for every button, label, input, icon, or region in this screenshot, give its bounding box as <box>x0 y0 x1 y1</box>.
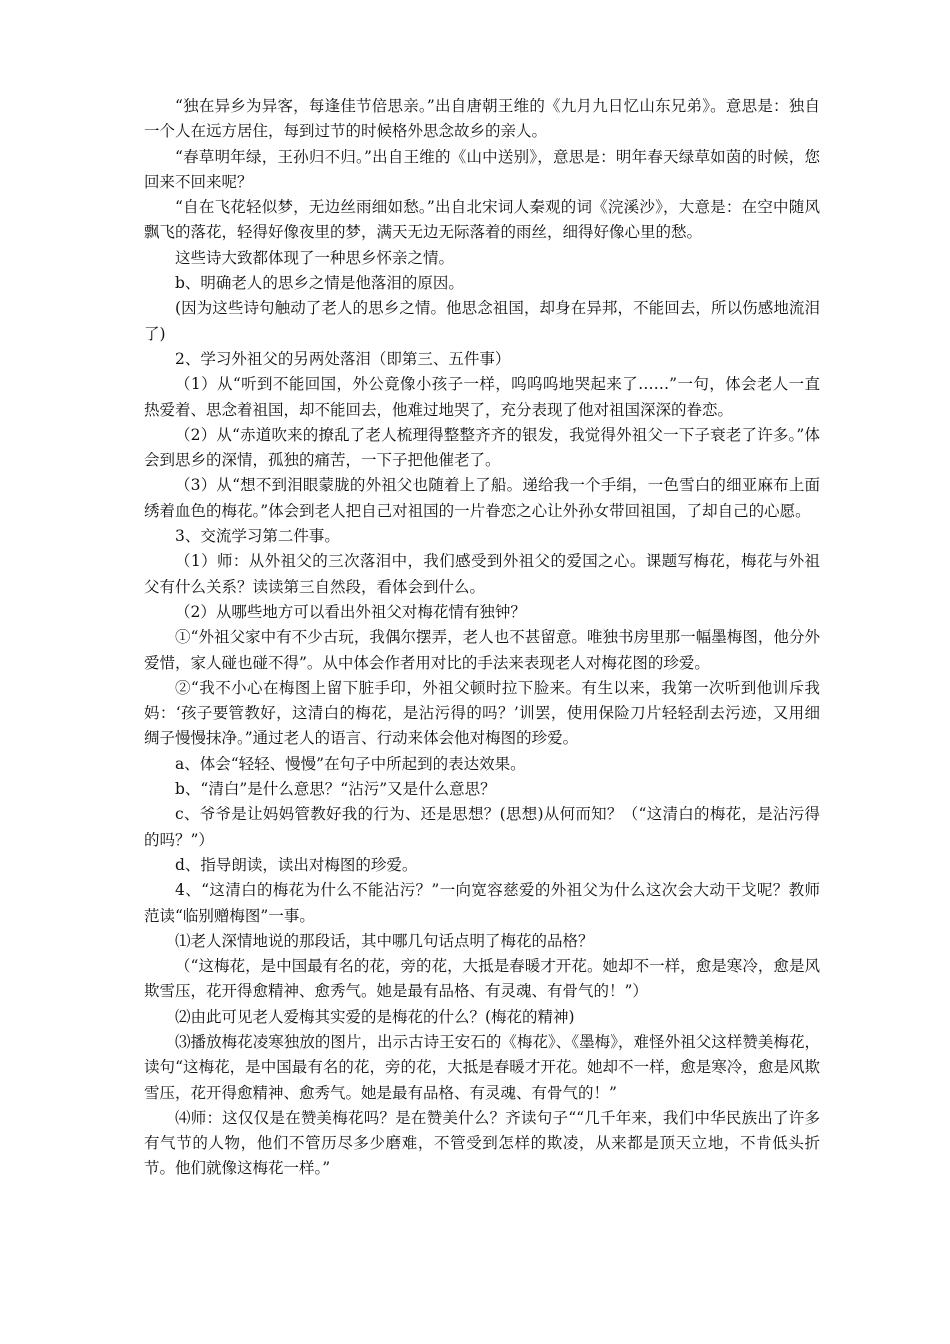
paragraph-circled-2: ②“我不小心在梅图上留下脏手印，外祖父顿时拉下脸来。有生以来，我第一次听到他训斥我妈：‘孩子要管教好，这清白的梅花，是沾污得的吗？’训罢，使用保险刀片轻轻刮去污迹，又用细绸子慢慢抹净。”通过老人的语言、行动来体会他对梅图的珍爱。 <box>144 678 820 748</box>
paragraph-poem-2: “春草明年绿，王孙归不归。”出自王维的《山中送别》，意思是：明年春天绿草如茵的时候，您回来不回来呢？ <box>144 147 820 191</box>
paragraph-question: （2）从哪些地方可以看出外祖父对梅花情有独钟？ <box>175 602 526 621</box>
paragraph-quote-1: （“这梅花，是中国最有名的花，旁的花，大抵是春暖才开花。她却不一样，愈是寒冷，愈是风欺雪压，花开得愈精神、愈秀气。她是最有品格、有灵魂、有骨气的！”） <box>144 957 820 1001</box>
paragraph-point-b2: b、“清白”是什么意思？“沾污”又是什么意思？ <box>175 780 496 799</box>
paragraph-circled-1: ①“外祖父家中有不少古玩，我偶尔摆弄，老人也不甚留意。唯独书房里那一幅墨梅图，他分外爱惜，家人碰也碰不得”。从中体会作者用对比的手法来表现老人对梅花图的珍爱。 <box>144 628 820 672</box>
paragraph-point-b: b、明确老人的思乡之情是他落泪的原因。 <box>175 274 464 293</box>
paragraph-sub-4: ⑷师：这仅仅是在赞美梅花吗？是在赞美什么？齐读句子““几千年来，我们中华民族出了许多有气节的人物，他们不管历尽多少磨难，不管受到怎样的欺凌，从来都是顶天立地，不肯低头折节。他们就像这梅花一样。” <box>144 1108 820 1178</box>
paragraph-summary: 这些诗大致都体现了一种思乡怀亲之情。 <box>175 248 455 267</box>
paragraph-point-c: c、爷爷是让妈妈管教好我的行为、还是思想？(思想)从何而知？（“这清白的梅花，是沾污得的吗？”） <box>144 805 820 849</box>
paragraph-sub-2: ⑵由此可见老人爱梅其实爱的是梅花的什么？(梅花的精神) <box>175 1007 575 1026</box>
paragraph-sub-1: ⑴老人深情地说的那段话，其中哪几句话点明了梅花的品格？ <box>175 931 594 950</box>
section-heading-2: 2、学习外祖父的另两处落泪（即第三、五件事） <box>175 349 511 368</box>
section-heading-4: 4、“这清白的梅花为什么不能沾污？”一向宽容慈爱的外祖父为什么这次会大动干戈呢？教师范读“临别赠梅图”一事。 <box>144 881 820 925</box>
paragraph-sub-3: ⑶播放梅花凌寒独放的图片，出示古诗王安石的《梅花》、《墨梅》，难怪外祖父这样赞美梅花，读句“这梅花，是中国最有名的花，旁的花，大抵是春暖才开花。她却不一样，愈是寒冷，愈是风欺雪压，花开得愈精神、愈秀气。她是最有品格、有灵魂、有骨气的！” <box>144 1032 820 1102</box>
paragraph-explanation: (因为这些诗句触动了老人的思乡之情。他思念祖国，却身在异邦，不能回去，所以伤感地流泪了) <box>144 299 820 343</box>
paragraph-point-d: d、指导朗读，读出对梅图的珍爱。 <box>175 855 418 874</box>
paragraph-item-2: （2）从“赤道吹来的撩乱了老人梳理得整整齐齐的银发，我觉得外祖父一下子衰老了许多。”体会到思乡的深情，孤独的痛苦，一下子把他催老了。 <box>144 425 820 470</box>
paragraph-item-1: （1）从“听到不能回国，外公竟像小孩子一样，呜呜呜地哭起来了……”一句，体会老人一直热爱着、思念着祖国，却不能回去，他难过地哭了，充分表现了他对祖国深深的眷恋。 <box>144 375 820 419</box>
paragraph-item-3: （3）从“想不到泪眼蒙胧的外祖父也随着上了船。递给我一个手绢，一色雪白的细亚麻布上面绣着血色的梅花。”体会到老人把自己对祖国的一片眷恋之心让外孙女带回祖国，了却自己的心愿。 <box>144 476 820 520</box>
section-heading-3: 3、交流学习第二件事。 <box>175 527 340 546</box>
paragraph-teacher-intro: （1）师：从外祖父的三次落泪中，我们感受到外祖父的爱国之心。课题写梅花，梅花与外祖父有什么关系？读读第三自然段，看体会到什么。 <box>144 552 820 596</box>
paragraph-poem-1: “独在异乡为异客，每逢佳节倍思亲。”出自唐朝王维的《九月九日忆山东兄弟》。意思是：独自一个人在远方居住，每到过节的时候格外思念故乡的亲人。 <box>144 97 820 141</box>
paragraph-point-a: a、体会“轻轻、慢慢”在句子中所起到的表达效果。 <box>175 754 526 773</box>
paragraph-poem-3: “自在飞花轻似梦，无边丝雨细如愁。”出自北宋词人秦观的词《浣溪沙》，大意是：在空中随风飘飞的落花，轻得好像夜里的梦，满天无边无际落着的雨丝，细得好像心里的愁。 <box>144 198 820 242</box>
document-page <box>144 94 820 1182</box>
